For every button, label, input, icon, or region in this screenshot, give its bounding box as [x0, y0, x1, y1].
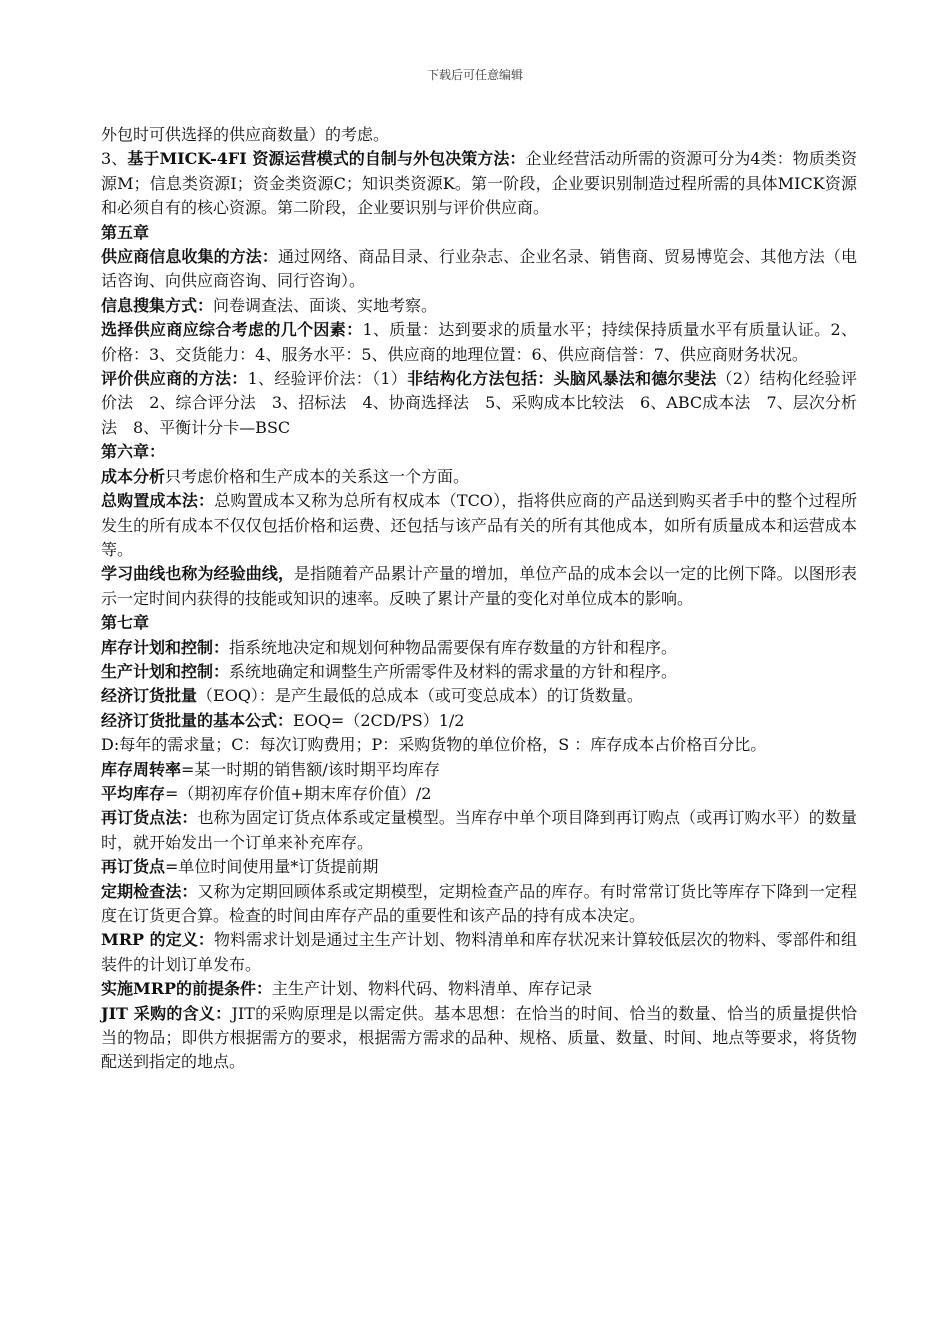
paragraph [101, 709, 857, 733]
text-run: JIT的采购原理是以需定供。基本思想：在恰当的时间、恰当的数量、恰当的质量提供恰当的物品；即供方根据需方的要求，根据需方需求的品种、规格、质量、数量、时间、地点等要求，将货物配送到指定的地点。 [101, 1003, 857, 1072]
bold-text-run: 非结构化方法包括：头脑风暴法和德尔斐法 [407, 369, 717, 389]
text-run: （2）结构化经验评价法 2、综合评分法 3、招标法 4、协商选择法 5、采购成本比较法 6、ABC成本法 7、层次分析法 8、平衡计分卡—BSC [101, 369, 857, 437]
bold-text-run: 经济订货批量的基本公式： [101, 710, 294, 730]
text-run: 也称为固定订货点体系或定量模型。当库存中单个项目降到再订购点（或再订购水平）的数量时，就开始发出一个订单来补充库存。 [101, 808, 857, 852]
paragraph [101, 611, 857, 635]
text-run: 指系统地决定和规划何种物品需要保有库存数量的方针和程序。 [229, 637, 678, 657]
bold-text-run: 再订货点 [101, 857, 166, 877]
text-run: 总购置成本又称为总所有权成本（TCO），指将供应商的产品送到购买者手中的整个过程所发生的所有成本不仅仅包括价格和运费、还包括与该产品有关的所有其他成本，如所有质量成本和运营成本等。 [101, 491, 857, 559]
bold-text-run: 信息搜集方式： [101, 295, 214, 315]
text-run: 系统地确定和调整生产所需零件及材料的需求量的方针和程序。 [229, 661, 678, 681]
bold-text-run: MRP 的定义： [101, 930, 214, 950]
paragraph [101, 733, 857, 757]
paragraph [101, 367, 857, 440]
bold-text-run: 成本分析 [101, 466, 166, 486]
paragraph [101, 489, 857, 562]
paragraph [101, 1002, 857, 1075]
text-run: EOQ=（2CD/PS）1/2 [293, 710, 465, 730]
paragraph [101, 758, 857, 782]
text-run: =单位时间使用量*订货提前期 [165, 857, 379, 877]
bold-text-run: 基于MICK-4FI 资源运营模式的自制与外包决策方法： [127, 149, 526, 169]
bold-text-run: 定期检查法： [101, 881, 198, 901]
bold-text-run: 平均库存 [101, 783, 166, 803]
text-run: （EOQ）：是产生最低的总成本（或可变总成本）的订货数量。 [197, 686, 643, 706]
bold-text-run: 第五章 [101, 222, 150, 242]
bold-text-run: 库存计划和控制： [101, 637, 230, 657]
paragraph [101, 440, 857, 464]
bold-text-run: JIT 采购的含义： [101, 1003, 232, 1023]
paragraph [101, 245, 857, 294]
text-run: 问卷调查法、面谈、实地考察。 [213, 295, 438, 315]
bold-text-run: 供应商信息收集的方法： [101, 247, 278, 267]
paragraph [101, 123, 857, 147]
paragraph [101, 977, 857, 1001]
paragraph [101, 147, 857, 220]
paragraph [101, 928, 857, 977]
page-header: 下载后可任意编辑 [426, 68, 523, 82]
bold-text-run: 选择供应商应综合考虑的几个因素： [101, 320, 363, 340]
text-run: 是指随着产品累计产量的增加，单位产品的成本会以一定的比例下降。以图形表示一定时间内获得的技能或知识的速率。反映了累计产量的变化对单位成本的影响。 [101, 564, 857, 608]
text-run: D:每年的需求量；C：每次订购费用；P：采购货物的单位价格，S ：库存成本占价格百分比。 [101, 735, 767, 755]
paragraph [101, 855, 857, 879]
paragraph [101, 221, 857, 245]
paragraph [101, 660, 857, 684]
bold-text-run: 经济订货批量 [101, 686, 198, 706]
bold-text-run: 实施MRP的前提条件： [101, 979, 273, 999]
bold-text-run: 总购置成本法： [101, 491, 215, 511]
text-run: 主生产计划、物料代码、物料清单、库存记录 [272, 979, 593, 999]
text-run: 企业经营活动所需的资源可分为4类：物质类资源M；信息类资源I；资金类资源C；知识类资源K。第一阶段，企业要识别制造过程所需的具体MICK资源和必须自有的核心资源。第二阶段，企业要识别与评价供应商。 [101, 149, 857, 218]
text-run: 只考虑价格和生产成本的关系这一个方面。 [165, 466, 470, 486]
bold-text-run: 库存周转率 [101, 759, 182, 779]
text-run: 1、质量：达到要求的质量水平；持续保持质量水平有质量认证。2、价格：3、交货能力：4、服务水平：5、供应商的地理位置：6、供应商信誉：7、供应商财务状况。 [101, 320, 857, 364]
bold-text-run: 学习曲线也称为经验曲线， [101, 564, 295, 584]
paragraph [101, 880, 857, 929]
bold-text-run: 评价供应商的方法： [101, 369, 248, 389]
text-run: 3、 [101, 149, 128, 169]
paragraph [101, 294, 857, 318]
paragraph [101, 782, 857, 806]
paragraph [101, 562, 857, 611]
text-run: 外包时可供选择的供应商数量）的考虑。 [101, 125, 390, 144]
paragraph [101, 636, 857, 660]
document-body [101, 123, 857, 1075]
paragraph [101, 806, 857, 855]
bold-text-run: 第六章： [101, 442, 166, 462]
paragraph [101, 684, 857, 708]
bold-text-run: 再订货点法： [101, 808, 198, 828]
text-run: 物料需求计划是通过主生产计划、物料清单和库存状况来计算较低层次的物料、零部件和组装件的计划订单发布。 [101, 930, 857, 974]
paragraph [101, 318, 857, 367]
text-run: 又称为定期回顾体系或定期模型，定期检查产品的库存。有时常常订货比等库存下降到一定程度在订货更合算。检查的时间由库存产品的重要性和该产品的持有成本决定。 [101, 881, 857, 925]
text-run: 1、经验评价法：（1） [247, 369, 408, 389]
paragraph [101, 465, 857, 489]
bold-text-run: 第七章 [101, 613, 150, 633]
text-run: =（期初库存价值+期末库存价值）/2 [165, 783, 432, 803]
bold-text-run: 生产计划和控制： [101, 661, 230, 681]
text-run: 通过网络、商品目录、行业杂志、企业名录、销售商、贸易博览会、其他方法（电话咨询、向供应商咨询、同行咨询）。 [101, 247, 857, 291]
text-run: =某一时期的销售额/该时期平均库存 [181, 759, 440, 779]
